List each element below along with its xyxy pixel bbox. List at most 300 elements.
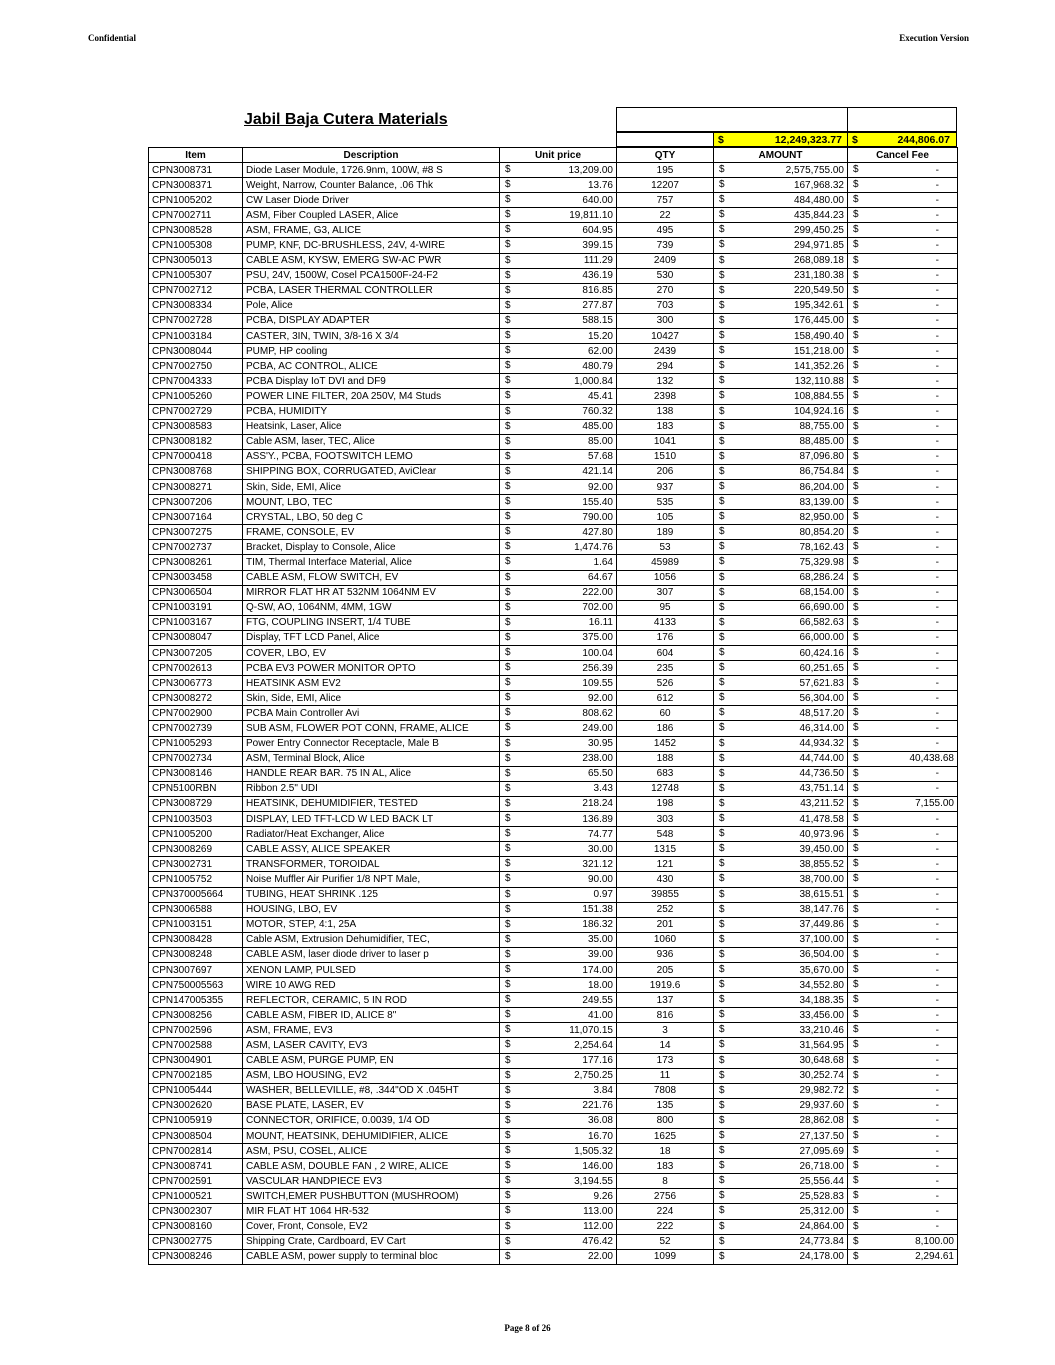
column-header-item: Item xyxy=(149,148,243,163)
table-row xyxy=(149,449,958,464)
description-cell: Skin, Side, EMI, Alice xyxy=(243,479,500,494)
qty-cell: 60 xyxy=(617,706,714,721)
cancel-fee-cell-value: - xyxy=(935,828,939,840)
table-row xyxy=(149,283,958,298)
qty-cell: 183 xyxy=(617,419,714,434)
unit-price-cell-value: 238.00 xyxy=(582,753,613,765)
description-cell: CW Laser Diode Driver xyxy=(243,193,500,208)
amount-cell xyxy=(714,1144,848,1159)
qty-cell: 1099 xyxy=(617,1249,714,1264)
cancel-fee-cell xyxy=(848,751,958,766)
amount-cell xyxy=(714,313,848,328)
description-cell: PCBA, LASER THERMAL CONTROLLER xyxy=(243,283,500,298)
currency-symbol: $ xyxy=(505,450,511,462)
unit-price-cell xyxy=(500,283,617,298)
qty-cell: 1510 xyxy=(617,449,714,464)
cancel-fee-cell-value: - xyxy=(935,1190,939,1202)
amount-cell xyxy=(714,932,848,947)
item-cell: CPN7004333 xyxy=(149,374,243,389)
amount-cell-value: 37,100.00 xyxy=(799,934,844,946)
currency-symbol: $ xyxy=(719,1145,725,1157)
cancel-fee-cell xyxy=(848,917,958,932)
currency-symbol: $ xyxy=(719,722,725,734)
description-cell: PCBA, HUMIDITY xyxy=(243,404,500,419)
totals-header-box xyxy=(616,107,848,132)
qty-cell: 294 xyxy=(617,359,714,374)
amount-cell xyxy=(714,781,848,796)
table-row xyxy=(149,404,958,419)
currency-symbol: $ xyxy=(853,435,859,447)
table-row xyxy=(149,1144,958,1159)
unit-price-cell xyxy=(500,449,617,464)
qty-cell: 39855 xyxy=(617,887,714,902)
amount-cell-value: 34,552.80 xyxy=(799,979,844,991)
unit-price-cell xyxy=(500,1204,617,1219)
currency-symbol: $ xyxy=(719,360,725,372)
cancel-fee-cell xyxy=(848,495,958,510)
table-row xyxy=(149,932,958,947)
currency-symbol: $ xyxy=(853,224,859,236)
cancel-fee-cell xyxy=(848,238,958,253)
amount-cell-value: 299,450.25 xyxy=(793,224,844,236)
description-cell: PCBA Display IoT DVI and DF9 xyxy=(243,374,500,389)
description-cell: COVER, LBO, EV xyxy=(243,646,500,661)
currency-symbol: $ xyxy=(505,1175,511,1187)
table-row xyxy=(149,1083,958,1098)
amount-cell xyxy=(714,585,848,600)
item-cell: CPN3007206 xyxy=(149,495,243,510)
unit-price-cell-value: 186.32 xyxy=(582,919,613,931)
item-cell: CPN1005307 xyxy=(149,268,243,283)
item-cell: CPN1003151 xyxy=(149,917,243,932)
table-row xyxy=(149,947,958,962)
currency-symbol: $ xyxy=(719,903,725,915)
description-cell: Noise Muffler Air Purifier 1/8 NPT Male, xyxy=(243,872,500,887)
currency-symbol: $ xyxy=(505,179,511,191)
unit-price-cell xyxy=(500,1129,617,1144)
cancel-fee-cell-value: - xyxy=(935,1206,939,1218)
cancel-fee-cell xyxy=(848,932,958,947)
item-cell: CPN147005355 xyxy=(149,993,243,1008)
unit-price-cell-value: 18.00 xyxy=(587,979,613,991)
cancel-fee-cell-value: - xyxy=(935,677,939,689)
cancel-fee-cell-value: - xyxy=(935,375,939,387)
unit-price-cell xyxy=(500,887,617,902)
unit-price-cell xyxy=(500,1038,617,1053)
amount-cell-value: 132,110.88 xyxy=(794,375,844,387)
currency-symbol: $ xyxy=(853,858,859,870)
table-row xyxy=(149,721,958,736)
cancel-fee-cell xyxy=(848,962,958,977)
currency-symbol: $ xyxy=(505,209,511,221)
unit-price-cell-value: 588.15 xyxy=(582,315,613,327)
currency-symbol: $ xyxy=(853,1130,859,1141)
table-row xyxy=(149,646,958,661)
description-cell: ASM, LASER CAVITY, EV3 xyxy=(243,1038,500,1053)
currency-symbol: $ xyxy=(719,390,725,402)
currency-symbol: $ xyxy=(719,1205,725,1217)
currency-symbol: $ xyxy=(853,269,859,281)
description-cell: Cover, Front, Console, EV2 xyxy=(243,1219,500,1234)
qty-cell: 205 xyxy=(617,962,714,977)
unit-price-cell xyxy=(500,1068,617,1083)
unit-price-cell xyxy=(500,419,617,434)
currency-symbol: $ xyxy=(505,1009,511,1021)
description-cell: WIRE 10 AWG RED xyxy=(243,978,500,993)
unit-price-cell-value: 321.12 xyxy=(582,858,613,870)
currency-symbol: $ xyxy=(719,767,725,779)
cancel-fee-cell-value: - xyxy=(935,768,939,780)
unit-price-cell-value: 3,194.55 xyxy=(574,1175,613,1187)
table-row xyxy=(149,585,958,600)
amount-cell xyxy=(714,540,848,555)
currency-symbol: $ xyxy=(505,797,511,809)
currency-symbol: $ xyxy=(505,828,511,840)
currency-symbol: $ xyxy=(853,420,859,432)
unit-price-cell xyxy=(500,479,617,494)
description-cell: PUMP, KNF, DC-BRUSHLESS, 24V, 4-WIRE xyxy=(243,238,500,253)
description-cell: MOUNT, LBO, TEC xyxy=(243,495,500,510)
unit-price-cell xyxy=(500,781,617,796)
unit-price-cell-value: 39.00 xyxy=(587,949,613,961)
unit-price-cell xyxy=(500,917,617,932)
currency-symbol: $ xyxy=(505,979,511,991)
qty-cell: 7808 xyxy=(617,1083,714,1098)
description-cell: PCBA EV3 POWER MONITOR OPTO xyxy=(243,661,500,676)
amount-cell xyxy=(714,1174,848,1189)
item-cell: CPN3007205 xyxy=(149,646,243,661)
currency-symbol: $ xyxy=(719,405,725,417)
cancel-fee-cell xyxy=(848,646,958,661)
amount-cell-value: 46,314.00 xyxy=(799,723,844,735)
table-row xyxy=(149,812,958,827)
currency-symbol: $ xyxy=(719,979,725,991)
amount-cell xyxy=(714,1234,848,1249)
unit-price-cell-value: 113.00 xyxy=(583,1206,613,1218)
currency-symbol: $ xyxy=(719,284,725,296)
currency-symbol: $ xyxy=(853,179,859,191)
item-cell: CPN3008583 xyxy=(149,419,243,434)
description-cell: CABLE ASM, KYSW, EMERG SW-AC PWR xyxy=(243,253,500,268)
amount-cell xyxy=(714,751,848,766)
item-cell: CPN3008256 xyxy=(149,1008,243,1023)
cancel-fee-cell xyxy=(848,525,958,540)
item-cell: CPN7002814 xyxy=(149,1144,243,1159)
unit-price-cell-value: 13.76 xyxy=(587,179,613,191)
currency-symbol: $ xyxy=(505,239,511,251)
description-cell: CABLE ASM, laser diode driver to laser p xyxy=(243,947,500,962)
cancel-fee-cell-value: - xyxy=(935,723,939,735)
item-cell: CPN3006588 xyxy=(149,902,243,917)
table-row xyxy=(149,1159,958,1174)
table-row xyxy=(149,208,958,223)
cancel-fee-cell xyxy=(848,253,958,268)
currency-symbol: $ xyxy=(719,480,725,492)
amount-cell-value: 33,456.00 xyxy=(799,1009,844,1021)
cancel-fee-cell xyxy=(848,947,958,962)
table-body xyxy=(149,163,958,1265)
unit-price-cell xyxy=(500,857,617,872)
currency-symbol: $ xyxy=(853,254,859,266)
cancel-fee-cell-value: - xyxy=(935,1039,939,1051)
amount-cell xyxy=(714,766,848,781)
currency-symbol: $ xyxy=(719,511,725,523)
amount-cell xyxy=(714,706,848,721)
cancel-fee-cell-value: 8,100.00 xyxy=(915,1236,954,1248)
cancel-fee-cell xyxy=(848,223,958,238)
item-cell: CPN3008269 xyxy=(149,842,243,857)
unit-price-cell-value: 1,000.84 xyxy=(574,375,613,387)
table-row xyxy=(149,827,958,842)
table-row xyxy=(149,796,958,811)
amount-cell-value: 34,188.35 xyxy=(799,994,844,1006)
currency-symbol: $ xyxy=(853,390,859,402)
currency-symbol: $ xyxy=(853,737,859,749)
currency-symbol: $ xyxy=(719,1114,725,1126)
unit-price-cell xyxy=(500,525,617,540)
unit-price-cell xyxy=(500,1008,617,1023)
item-cell: CPN7002739 xyxy=(149,721,243,736)
amount-cell xyxy=(714,268,848,283)
currency-symbol: $ xyxy=(505,526,511,538)
unit-price-cell xyxy=(500,691,617,706)
unit-price-cell-value: 111.29 xyxy=(583,255,613,267)
table-row xyxy=(149,555,958,570)
table-row xyxy=(149,993,958,1008)
cancel-fee-cell xyxy=(848,736,958,751)
currency-symbol: $ xyxy=(852,134,858,146)
description-cell: CRYSTAL, LBO, 50 deg C xyxy=(243,510,500,525)
unit-price-cell xyxy=(500,238,617,253)
amount-cell-value: 176,445.00 xyxy=(793,315,844,327)
qty-cell: 703 xyxy=(617,298,714,313)
currency-symbol: $ xyxy=(719,269,725,281)
currency-symbol: $ xyxy=(853,480,859,492)
unit-price-cell xyxy=(500,1249,617,1264)
cancel-fee-cell-value: - xyxy=(935,1160,939,1172)
currency-symbol: $ xyxy=(719,662,725,674)
amount-cell xyxy=(714,872,848,887)
currency-symbol: $ xyxy=(719,692,725,704)
item-cell: CPN1005293 xyxy=(149,736,243,751)
cancel-fee-cell xyxy=(848,298,958,313)
currency-symbol: $ xyxy=(719,179,725,191)
amount-cell-value: 24,178.00 xyxy=(799,1251,844,1263)
item-cell: CPN1005444 xyxy=(149,1083,243,1098)
amount-cell-value: 48,517.20 xyxy=(799,707,844,719)
amount-cell-value: 31,564.95 xyxy=(799,1039,844,1051)
currency-symbol: $ xyxy=(505,948,511,960)
currency-symbol: $ xyxy=(719,1220,725,1232)
item-cell: CPN7002729 xyxy=(149,404,243,419)
unit-price-cell-value: 65.50 xyxy=(587,768,613,780)
amount-cell xyxy=(714,812,848,827)
amount-cell-value: 44,736.50 xyxy=(799,768,844,780)
unit-price-cell xyxy=(500,842,617,857)
qty-cell: 121 xyxy=(617,857,714,872)
qty-cell: 683 xyxy=(617,766,714,781)
currency-symbol: $ xyxy=(719,813,725,825)
currency-symbol: $ xyxy=(505,647,511,658)
currency-symbol: $ xyxy=(719,1099,725,1111)
amount-cell xyxy=(714,827,848,842)
qty-cell: 198 xyxy=(617,796,714,811)
execution-version-label: Execution Version xyxy=(899,33,969,43)
table-row xyxy=(149,464,958,479)
item-cell: CPN3006504 xyxy=(149,585,243,600)
currency-symbol: $ xyxy=(505,737,511,749)
cancel-fee-cell-value: - xyxy=(935,1085,939,1097)
cancel-fee-cell-value: - xyxy=(935,873,939,885)
description-cell: HEATSINK, DEHUMIDIFIER, TESTED xyxy=(243,796,500,811)
amount-cell-value: 80,854.20 xyxy=(799,526,844,538)
currency-symbol: $ xyxy=(505,858,511,870)
amount-cell xyxy=(714,283,848,298)
cancel-fee-cell xyxy=(848,313,958,328)
unit-price-cell xyxy=(500,374,617,389)
item-cell: CPN7002737 xyxy=(149,540,243,555)
cancel-fee-cell-value: - xyxy=(935,1009,939,1021)
currency-symbol: $ xyxy=(505,299,511,311)
cancel-fee-cell xyxy=(848,464,958,479)
unit-price-cell xyxy=(500,178,617,193)
amount-cell-value: 68,154.00 xyxy=(799,587,844,599)
unit-price-cell-value: 16.70 xyxy=(587,1130,613,1142)
currency-symbol: $ xyxy=(505,692,511,704)
cancel-fee-cell-value: - xyxy=(935,300,939,312)
cancel-fee-cell-value: - xyxy=(935,421,939,433)
cancel-fee-cell xyxy=(848,842,958,857)
currency-symbol: $ xyxy=(853,511,859,523)
cancel-fee-cell-value: - xyxy=(935,707,939,719)
cancel-fee-cell xyxy=(848,479,958,494)
qty-cell: 816 xyxy=(617,1008,714,1023)
unit-price-cell-value: 177.16 xyxy=(582,1055,613,1067)
currency-symbol: $ xyxy=(853,1160,859,1172)
qty-cell: 224 xyxy=(617,1204,714,1219)
unit-price-cell xyxy=(500,721,617,736)
item-cell: CPN3008528 xyxy=(149,223,243,238)
qty-cell: 1056 xyxy=(617,570,714,585)
cancel-fee-cell-value: - xyxy=(935,390,939,402)
qty-cell: 495 xyxy=(617,223,714,238)
cancel-fee-cell xyxy=(848,208,958,223)
amount-cell xyxy=(714,1189,848,1204)
cancel-fee-cell-value: - xyxy=(935,436,939,448)
cancel-fee-cell-value: - xyxy=(935,511,939,523)
unit-price-cell-value: 1,505.32 xyxy=(574,1145,613,1157)
amount-cell-value: 29,937.60 xyxy=(799,1100,844,1112)
currency-symbol: $ xyxy=(719,164,725,175)
currency-symbol: $ xyxy=(853,994,859,1006)
currency-symbol: $ xyxy=(853,616,859,628)
currency-symbol: $ xyxy=(719,752,725,764)
unit-price-cell-value: 222.00 xyxy=(582,587,613,599)
unit-price-cell-value: 174.00 xyxy=(582,964,613,976)
cancel-fee-cell-value: 7,155.00 xyxy=(915,798,954,810)
unit-price-cell-value: 640.00 xyxy=(582,194,613,206)
table-row xyxy=(149,917,958,932)
unit-price-cell-value: 427.80 xyxy=(582,526,613,538)
cancel-fee-cell xyxy=(848,887,958,902)
currency-symbol: $ xyxy=(719,858,725,870)
qty-cell: 138 xyxy=(617,404,714,419)
currency-symbol: $ xyxy=(853,1205,859,1217)
unit-price-cell xyxy=(500,540,617,555)
currency-symbol: $ xyxy=(719,677,725,689)
table-row xyxy=(149,163,958,178)
qty-cell: 1060 xyxy=(617,932,714,947)
qty-cell: 195 xyxy=(617,163,714,178)
unit-price-cell xyxy=(500,1159,617,1174)
amount-cell-value: 36,504.00 xyxy=(799,949,844,961)
cancel-fee-cell xyxy=(848,615,958,630)
unit-price-cell-value: 146.00 xyxy=(582,1160,613,1172)
currency-symbol: $ xyxy=(719,224,725,236)
item-cell: CPN3007164 xyxy=(149,510,243,525)
currency-symbol: $ xyxy=(853,948,859,960)
description-cell: Ribbon 2.5" UDI xyxy=(243,781,500,796)
description-cell: MOTOR, STEP, 4:1, 25A xyxy=(243,917,500,932)
qty-cell: 1315 xyxy=(617,842,714,857)
item-cell: CPN1005200 xyxy=(149,827,243,842)
description-cell: ASM, LBO HOUSING, EV2 xyxy=(243,1068,500,1083)
currency-symbol: $ xyxy=(719,1160,725,1172)
amount-cell xyxy=(714,1038,848,1053)
currency-symbol: $ xyxy=(505,752,511,764)
cancel-fee-cell-value: - xyxy=(935,647,939,659)
currency-symbol: $ xyxy=(505,360,511,372)
amount-cell xyxy=(714,344,848,359)
description-cell: Radiator/Heat Exchanger, Alice xyxy=(243,827,500,842)
total-amount-cell xyxy=(713,132,848,147)
currency-symbol: $ xyxy=(505,994,511,1006)
description-cell: VASCULAR HANDPIECE EV3 xyxy=(243,1174,500,1189)
table-row xyxy=(149,872,958,887)
qty-cell: 18 xyxy=(617,1144,714,1159)
amount-cell xyxy=(714,676,848,691)
qty-cell: 535 xyxy=(617,495,714,510)
unit-price-cell-value: 2,750.25 xyxy=(574,1070,613,1082)
cancel-fee-cell-value: - xyxy=(935,602,939,614)
item-cell: CPN1005260 xyxy=(149,389,243,404)
description-cell: Display, TFT LCD Panel, Alice xyxy=(243,630,500,645)
unit-price-cell xyxy=(500,193,617,208)
unit-price-cell xyxy=(500,404,617,419)
amount-cell-value: 435,844.23 xyxy=(793,209,844,221)
item-cell: CPN3002620 xyxy=(149,1098,243,1113)
description-cell: SUB ASM, FLOWER POT CONN, FRAME, ALICE xyxy=(243,721,500,736)
cancel-fee-cell-value: - xyxy=(935,964,939,976)
item-cell: CPN3005013 xyxy=(149,253,243,268)
amount-cell-value: 75,329.98 xyxy=(799,556,844,568)
currency-symbol: $ xyxy=(853,239,859,251)
currency-symbol: $ xyxy=(719,948,725,960)
currency-symbol: $ xyxy=(719,1039,725,1051)
unit-price-cell-value: 702.00 xyxy=(582,602,613,614)
currency-symbol: $ xyxy=(505,616,511,628)
amount-cell xyxy=(714,449,848,464)
cancel-fee-cell xyxy=(848,993,958,1008)
table-row xyxy=(149,223,958,238)
amount-cell xyxy=(714,1008,848,1023)
amount-cell-value: 44,934.32 xyxy=(799,738,844,750)
description-cell: BASE PLATE, LASER, EV xyxy=(243,1098,500,1113)
currency-symbol: $ xyxy=(505,284,511,296)
currency-symbol: $ xyxy=(719,963,725,975)
amount-cell-value: 220,549.50 xyxy=(793,285,844,297)
amount-cell-value: 195,342.61 xyxy=(793,300,844,312)
